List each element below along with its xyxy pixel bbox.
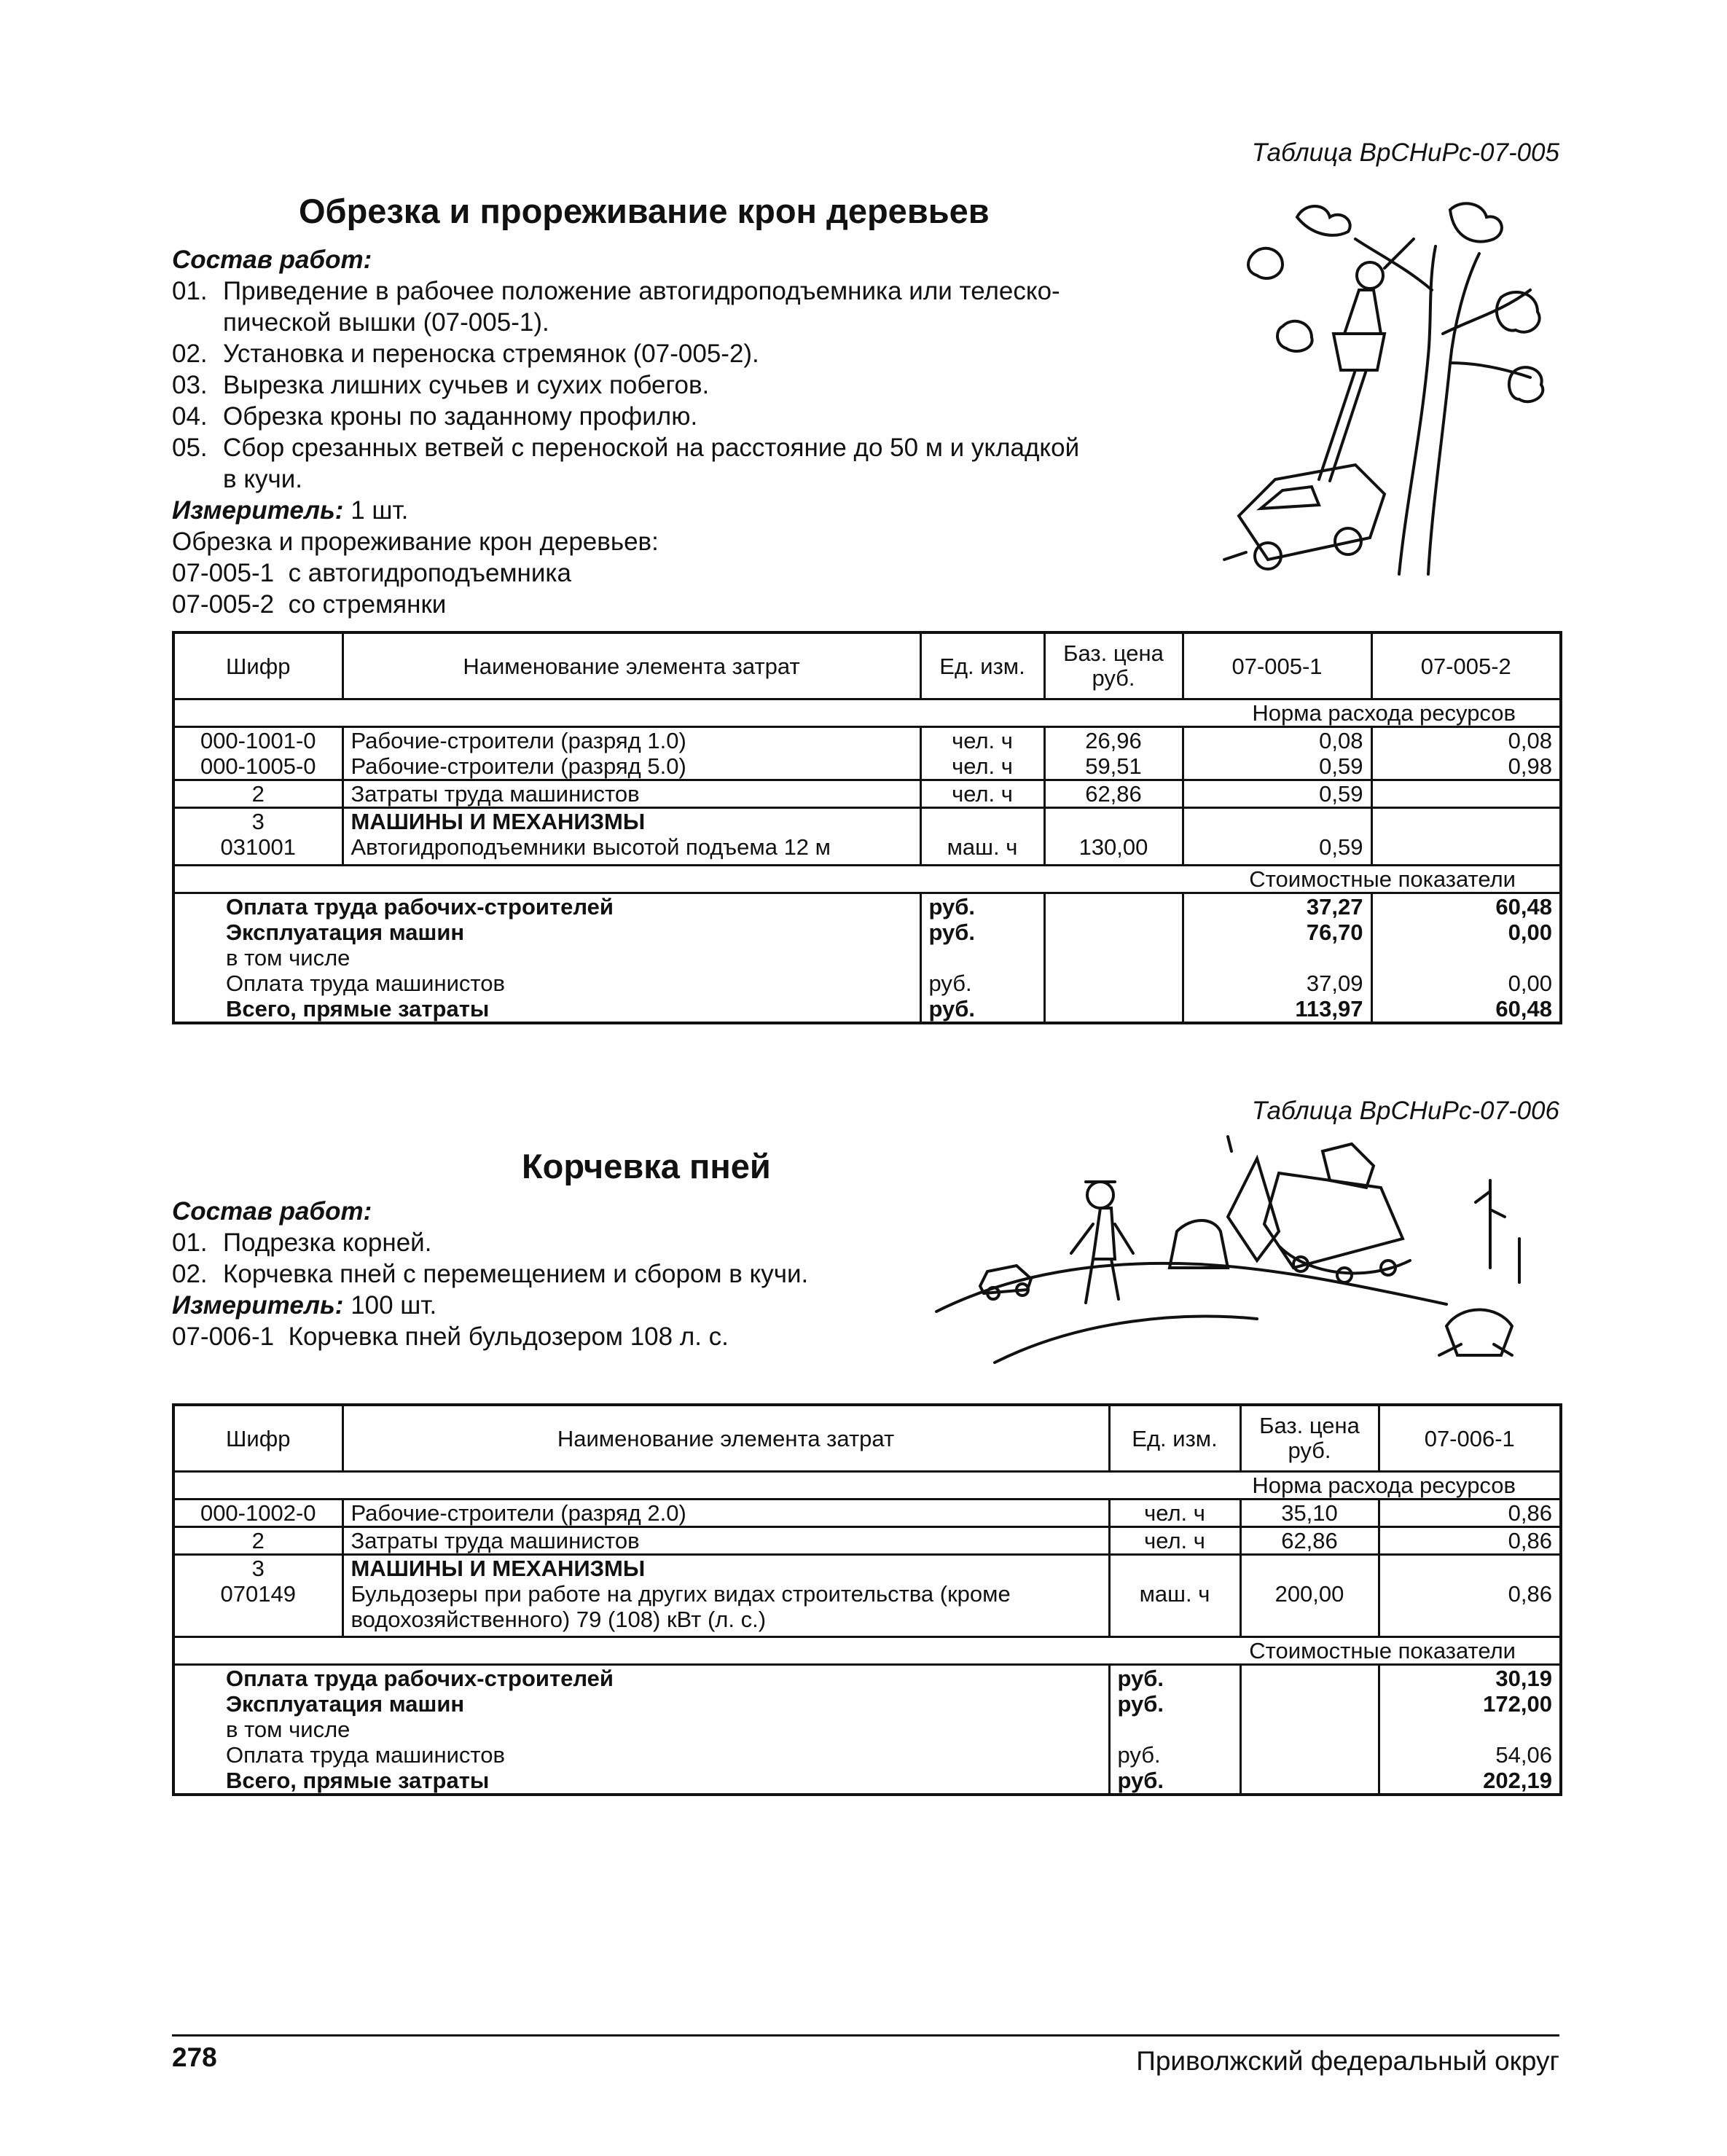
table-header-row <box>173 1405 1561 1472</box>
work-list <box>172 275 1141 495</box>
measure-line: Измеритель: 1 шт. <box>172 496 409 525</box>
work-item: 02. Установка и переноска стремянок (07-005-2). <box>172 340 759 368</box>
measure-line: Измеритель: 100 шт. <box>172 1291 437 1320</box>
column-header-code: Шифр <box>173 632 342 699</box>
column-header-price: Баз. цена руб. <box>1044 632 1183 699</box>
table-row: 000-1002-0 Рабочие-строители (разряд 2.0) чел. ч 35,10 0,86 <box>173 1500 1561 1527</box>
table-row: 2 Затраты труда машинистов чел. ч 62,86 0,59 <box>173 780 1561 808</box>
table-row: 000-1001-0 Рабочие-строители (разряд 1.0) чел. ч 26,96 0,08 0,08 <box>173 727 1561 754</box>
cost-row: Оплата труда машинистов руб. 37,09 0,00 <box>173 971 1561 996</box>
variant: 07-006-1 Корчевка пней бульдозером 108 л. с. <box>172 1322 729 1351</box>
column-header-unit: Ед. изм. <box>920 632 1044 699</box>
cost-row-total: Всего, прямые затраты руб. 202,19 <box>173 1768 1561 1795</box>
page-number: 278 <box>172 2042 217 2072</box>
norm-header-row: Норма расхода ресурсов <box>173 699 1561 727</box>
table-label-07-006: Таблица ВрСНиРс-07-006 <box>1251 1097 1559 1125</box>
work-item: 01. Подрезка корней. <box>172 1228 432 1257</box>
footer-rule <box>172 2034 1559 2037</box>
resource-table-07-006 <box>172 1403 1562 1796</box>
column-header-unit: Ед. изм. <box>1109 1405 1240 1472</box>
table-row: 000-1005-0 Рабочие-строители (разряд 5.0) чел. ч 59,51 0,59 0,98 <box>173 753 1561 780</box>
footer-region: Приволжский федеральный округ <box>1136 2046 1559 2076</box>
cost-header-row: Стоимостные показатели <box>173 1637 1561 1665</box>
cost-row-total: Всего, прямые затраты руб. 113,97 60,48 <box>173 996 1561 1023</box>
cost-row: в том числе <box>173 1717 1561 1742</box>
column-header-07-006-1: 07-006-1 <box>1379 1405 1561 1472</box>
work-item: 03. Вырезка лишних сучьев и сухих побегов. <box>172 371 710 399</box>
column-header-07-005-1: 07-005-1 <box>1183 632 1371 699</box>
cost-header-row: Стоимостные показатели <box>173 866 1561 893</box>
table-row: 2 Затраты труда машинистов чел. ч 62,86 0,86 <box>173 1527 1561 1555</box>
section1-body <box>172 244 1141 620</box>
cost-row: Оплата труда рабочих-строителей руб. 30,19 <box>173 1665 1561 1692</box>
column-header-price: Баз. цена руб. <box>1240 1405 1379 1472</box>
table-row: 3 МАШИНЫ И МЕХАНИЗМЫ <box>173 808 1561 835</box>
work-item: 04. Обрезка кроны по заданному профилю. <box>172 402 698 431</box>
cost-row: Эксплуатация машин руб. 76,70 0,00 <box>173 920 1561 945</box>
section-title-stump-removal: Корчевка пней <box>522 1147 771 1185</box>
table-row: 031001 Автогидроподъемники высотой подъема 12 м маш. ч 130,00 0,59 <box>173 834 1561 866</box>
table-row: 3 МАШИНЫ И МЕХАНИЗМЫ <box>173 1555 1561 1582</box>
column-header-name: Наименование элемента затрат <box>342 632 920 699</box>
stump-removal-bulldozer-illustration-icon <box>936 1137 1563 1392</box>
table-label-07-005: Таблица ВрСНиРс-07-005 <box>1251 138 1559 167</box>
work-heading: Состав работ: <box>172 1197 372 1226</box>
work-item: 05. Сбор срезанных ветвей с переноской на расстояние до 50 м и укладкой в кучи. <box>172 434 1080 493</box>
variant: 07-005-1 с автогидроподъемника <box>172 559 571 587</box>
column-header-name: Наименование элемента затрат <box>342 1405 1109 1472</box>
section-title-pruning: Обрезка и прореживание крон деревьев <box>299 192 990 230</box>
work-item: 02. Корчевка пней с перемещением и сбором в кучи. <box>172 1260 809 1288</box>
cost-row: Эксплуатация машин руб. 172,00 <box>173 1691 1561 1717</box>
work-item: 01. Приведение в рабочее положение автогидроподъемника или телеско-пической вышки (07-005-1). <box>172 277 1060 337</box>
description: Обрезка и прореживание крон деревьев: <box>172 528 659 556</box>
table-row: 070149 Бульдозеры при работе на других видах строительства (кроме водохозяйственного) 79 (108) кВт (л. с.) маш. ч 200,00 0,86 <box>173 1581 1561 1637</box>
column-header-07-005-2: 07-005-2 <box>1371 632 1561 699</box>
norm-header-row: Норма расхода ресурсов <box>173 1472 1561 1500</box>
table-header-row <box>173 632 1561 699</box>
work-heading: Состав работ: <box>172 246 372 274</box>
tree-pruning-illustration-icon <box>1210 195 1559 581</box>
cost-row: Оплата труда рабочих-строителей руб. 37,27 60,48 <box>173 893 1561 920</box>
variant: 07-005-2 со стремянки <box>172 590 447 619</box>
cost-row: Оплата труда машинистов руб. 54,06 <box>173 1742 1561 1768</box>
section2-body <box>172 1196 937 1352</box>
work-list <box>172 1227 937 1290</box>
resource-table-07-005 <box>172 631 1562 1024</box>
cost-row: в том числе <box>173 945 1561 971</box>
column-header-code: Шифр <box>173 1405 342 1472</box>
